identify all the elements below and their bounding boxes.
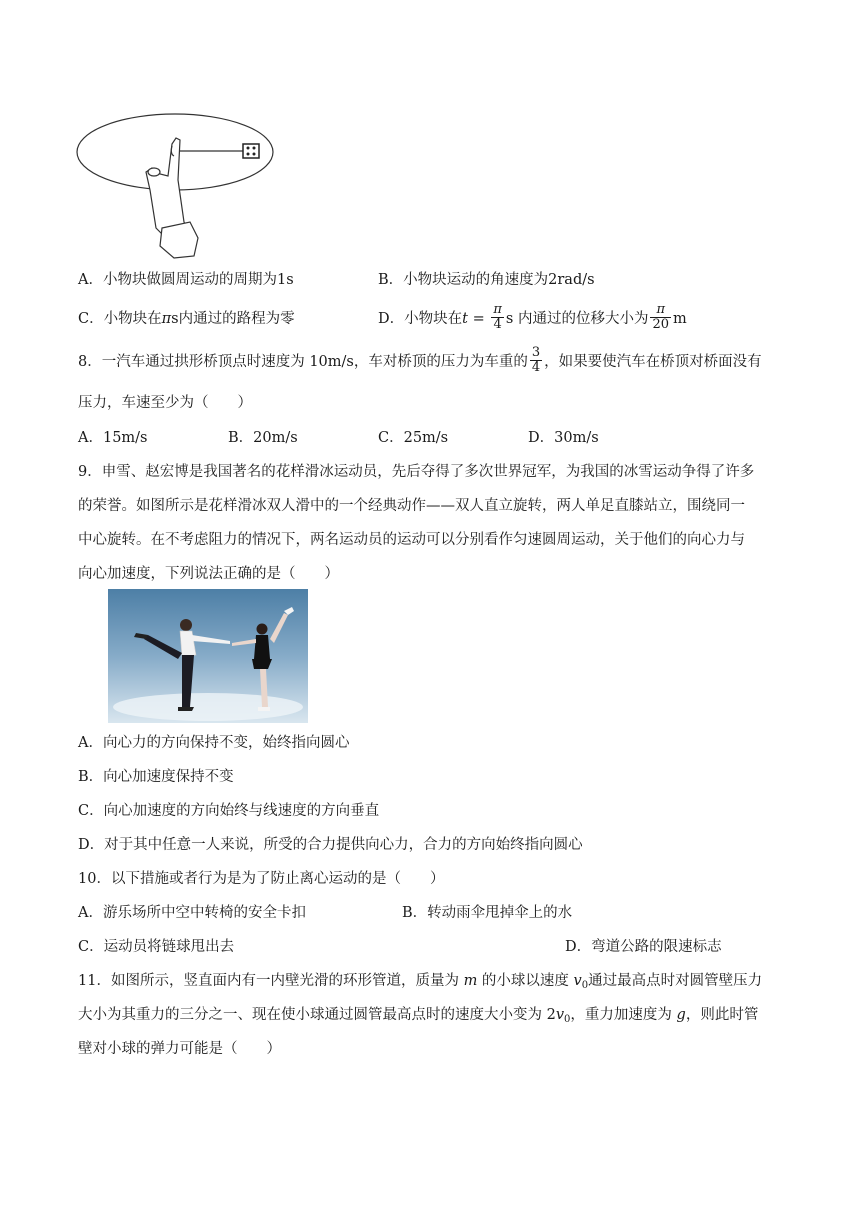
q8-option-d: D．30m/s [528,430,599,446]
figure-skating-photo [108,589,308,723]
q8-stem-line1: 8．一汽车通过拱形桥顶点时速度为 10m/s，车对桥顶的压力为车重的 $\frac{3}{4}$ ，如果要使汽车在桥顶对桥面没有 [78,344,762,375]
q8-stem-line2: 压力，车速至少为（ ） [78,395,252,411]
fraction-3-over-4: $\frac{3}{4}$ [531,344,541,375]
q11-stem-line2: 大小为其重力的三分之一、现在使小球通过圆管最高点时的速度大小变为 $2v_0$，重力加速度为 g，则此时管 [78,1007,759,1025]
q7-option-b: B．小物块运动的角速度为2rad/s [378,272,595,288]
q10-option-b: B．转动雨伞甩掉伞上的水 [402,905,573,921]
q8-option-c: C．25m/s [378,430,449,446]
q10-option-a: A．游乐场所中空中转椅的安全卡扣 [78,905,306,921]
small-block [243,144,259,158]
q9-stem-line3: 中心旋转。在不考虑阻力的情况下，两名运动员的运动可以分别看作匀速圆周运动，关于他们的向心力与 [78,532,745,548]
q9-option-a: A．向心力的方向保持不变，始终指向圆心 [78,735,350,751]
q10-stem: 10．以下措施或者行为是为了防止离心运动的是（ ） [78,871,445,887]
q8-option-a: A．15m/s [78,430,148,446]
q10-option-d: D．弯道公路的限速标志 [565,939,722,955]
hand [146,138,198,258]
q9-option-b: B．向心加速度保持不变 [78,769,234,785]
q11-stem-line1: 11．如图所示，竖直面内有一内壁光滑的环形管道，质量为 m 的小球以速度 $v_0$通过最高点时对圆管壁压力 [78,973,763,991]
q9-stem-line2: 的荣誉。如图所示是花样滑冰双人滑中的一个经典动作——双人直立旋转，两人单足直膝站立，围绕同一 [78,498,745,514]
fraction-pi-over-4: $\frac{\pi}{4}$ [493,301,502,332]
q9-option-c: C．向心加速度的方向始终与线速度的方向垂直 [78,803,380,819]
q7-option-c: C．小物块在πs内通过的路程为零 [78,311,295,327]
q9-stem-line4: 向心加速度，下列说法正确的是（ ） [78,566,339,582]
fraction-pi-over-20: $\frac{\pi}{20}$ [652,301,669,332]
hand-circle-figure [76,110,276,260]
q9-option-d: D．对于其中任意一人来说，所受的合力提供向心力，合力的方向始终指向圆心 [78,837,583,853]
q9-stem-line1: 9．申雪、赵宏博是我国著名的花样滑冰运动员，先后夺得了多次世界冠军，为我国的冰雪运动争得了许多 [78,464,755,480]
q8-option-b: B．20m/s [228,430,298,446]
q10-option-c: C．运动员将链球甩出去 [78,939,235,955]
q11-stem-line3: 壁对小球的弹力可能是（ ） [78,1041,281,1057]
q7-option-d: D．小物块在t = $\frac{\pi}{4}$ s 内通过的位移大小为 $\frac{\pi}{20}$ m [378,301,687,332]
q7-option-a: A．小物块做圆周运动的周期为1s [78,272,294,288]
